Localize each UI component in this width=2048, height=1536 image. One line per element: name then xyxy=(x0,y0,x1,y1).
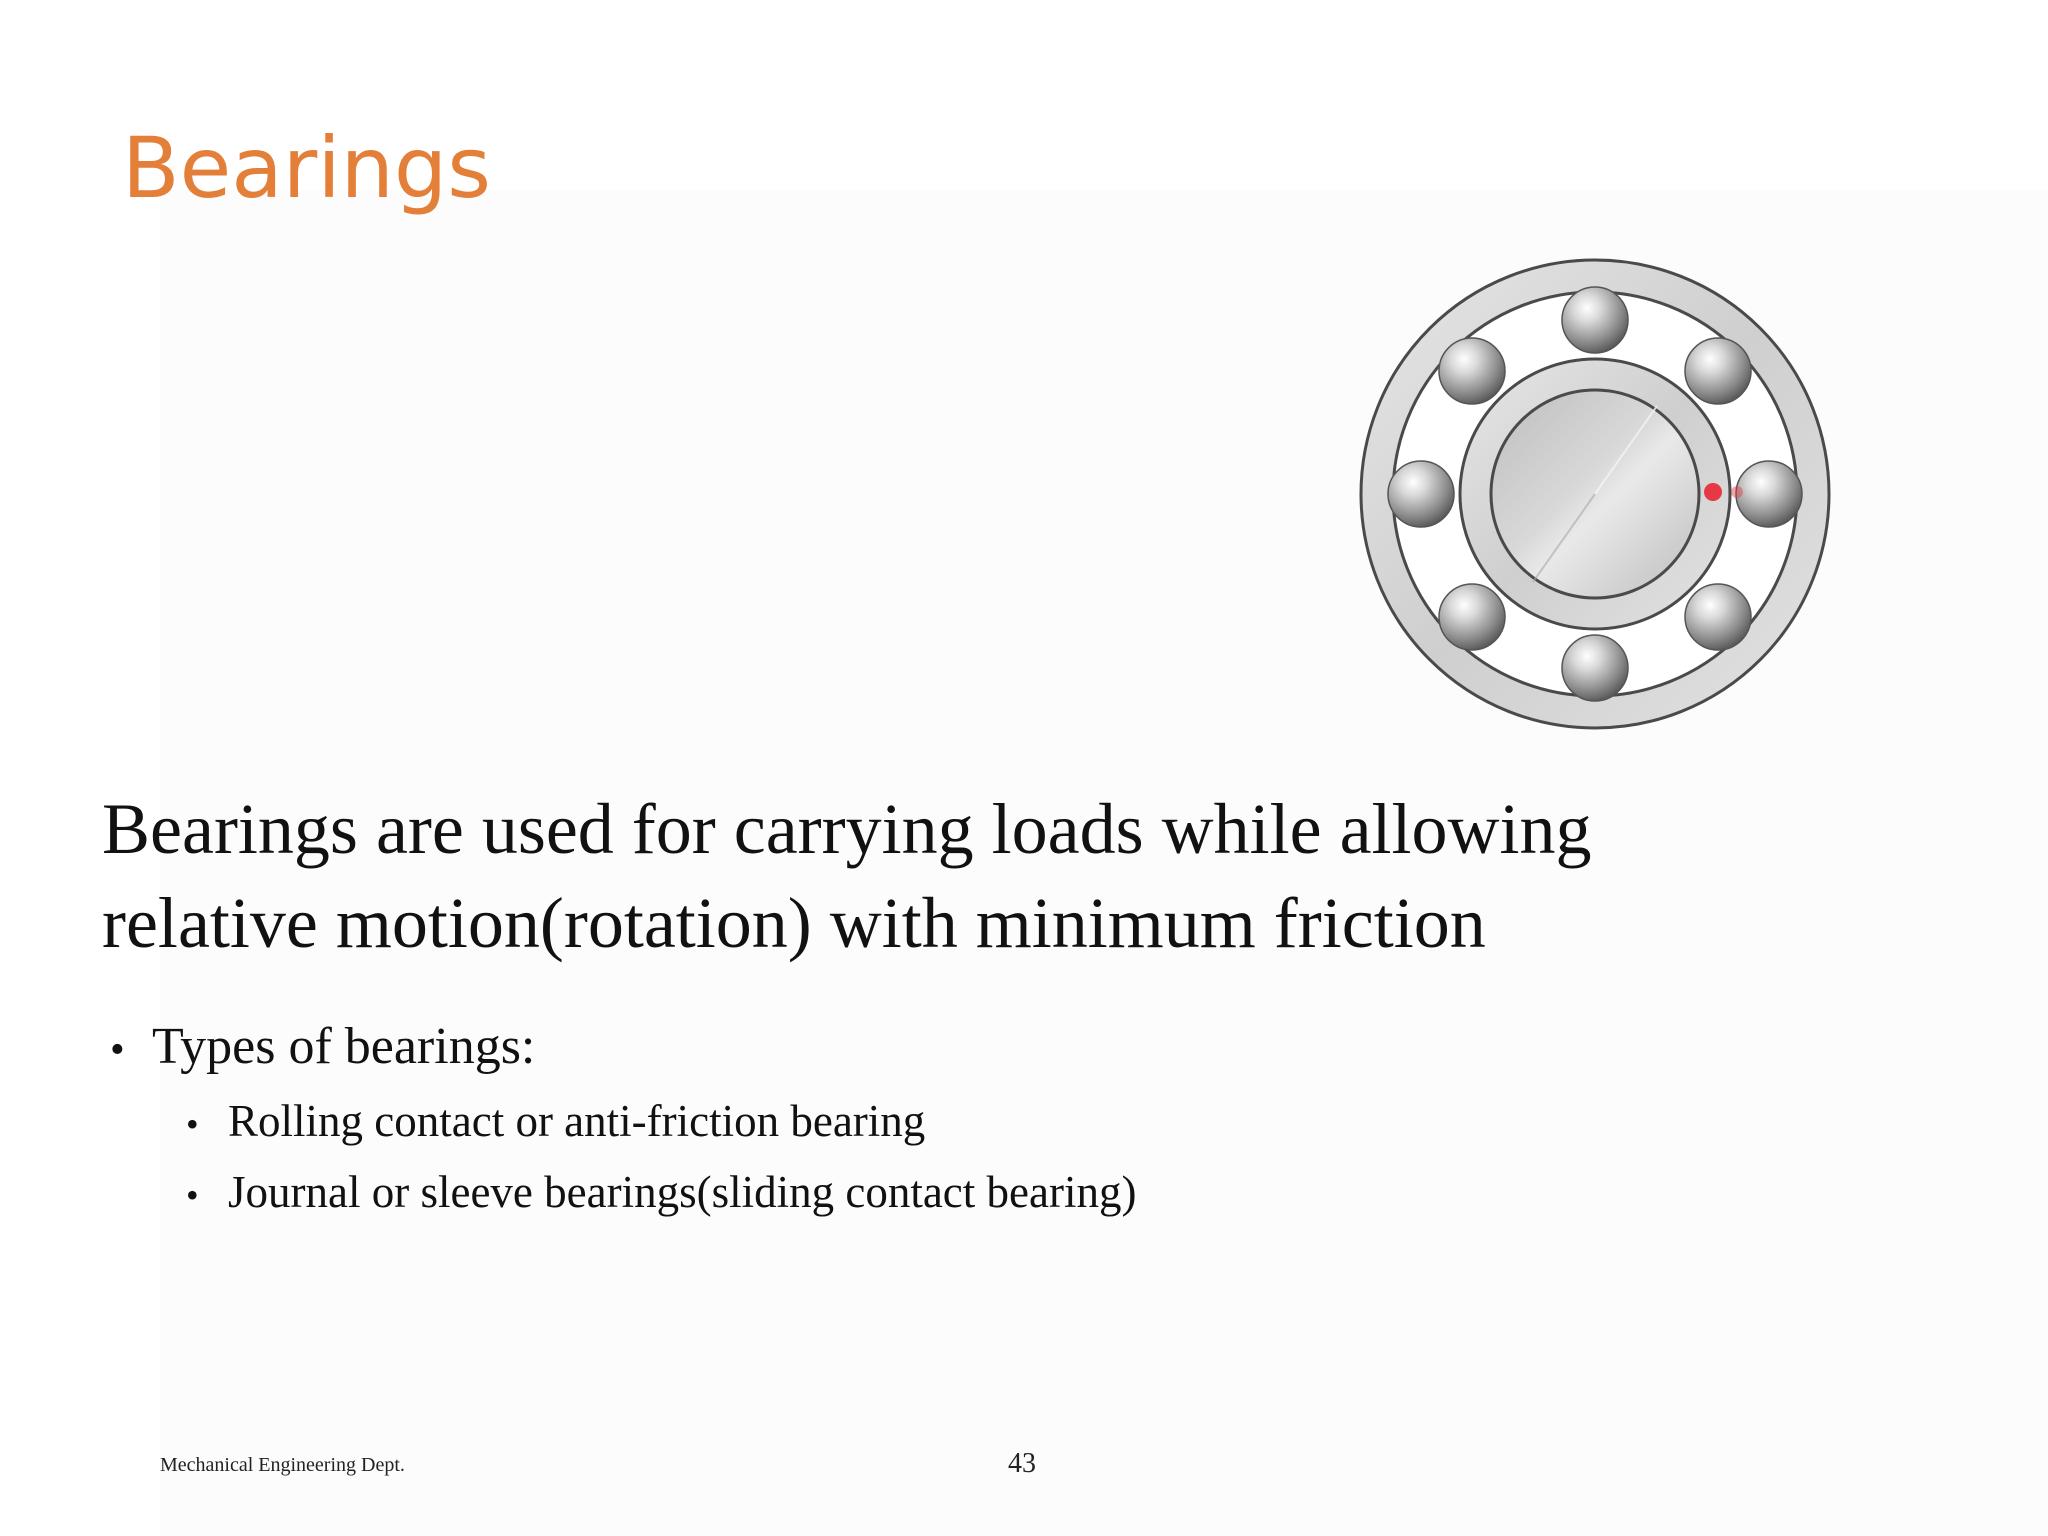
bearing-ball xyxy=(1562,635,1628,701)
footer-department: Mechanical Engineering Dept. xyxy=(160,1454,405,1476)
inner-ring xyxy=(1460,359,1730,629)
bullet-item-text: Journal or sleeve bearings(sliding contact bearing) xyxy=(228,1167,1137,1217)
bearing-ball xyxy=(1685,338,1751,404)
lead-statement xyxy=(102,782,1592,970)
bullet-item xyxy=(186,1158,1136,1229)
ball-bearing-diagram xyxy=(1357,256,1833,732)
page-number: 43 xyxy=(1008,1448,1036,1479)
bearing-ball xyxy=(1685,584,1751,650)
bullet-heading xyxy=(110,1010,1136,1087)
lead-line: relative motion(rotation) with minimum friction xyxy=(102,883,1486,963)
bullet-item xyxy=(186,1087,1136,1158)
bearing-ball xyxy=(1388,461,1454,527)
bullet-icon: • xyxy=(186,1175,199,1215)
bearing-ball xyxy=(1439,584,1505,650)
bullet-icon: • xyxy=(110,1027,125,1073)
lead-line: Bearings are used for carrying loads while allowing xyxy=(102,789,1592,869)
bearing-ball xyxy=(1562,287,1628,353)
bearing-ball xyxy=(1736,461,1802,527)
bullet-item-text: Rolling contact or anti-friction bearing xyxy=(228,1096,926,1146)
bullet-list xyxy=(110,1010,1136,1229)
bearing-ball xyxy=(1439,338,1505,404)
bullet-icon: • xyxy=(186,1104,199,1144)
bullet-heading-text: Types of bearings: xyxy=(152,1018,536,1075)
slide-title: Bearings xyxy=(122,119,491,217)
